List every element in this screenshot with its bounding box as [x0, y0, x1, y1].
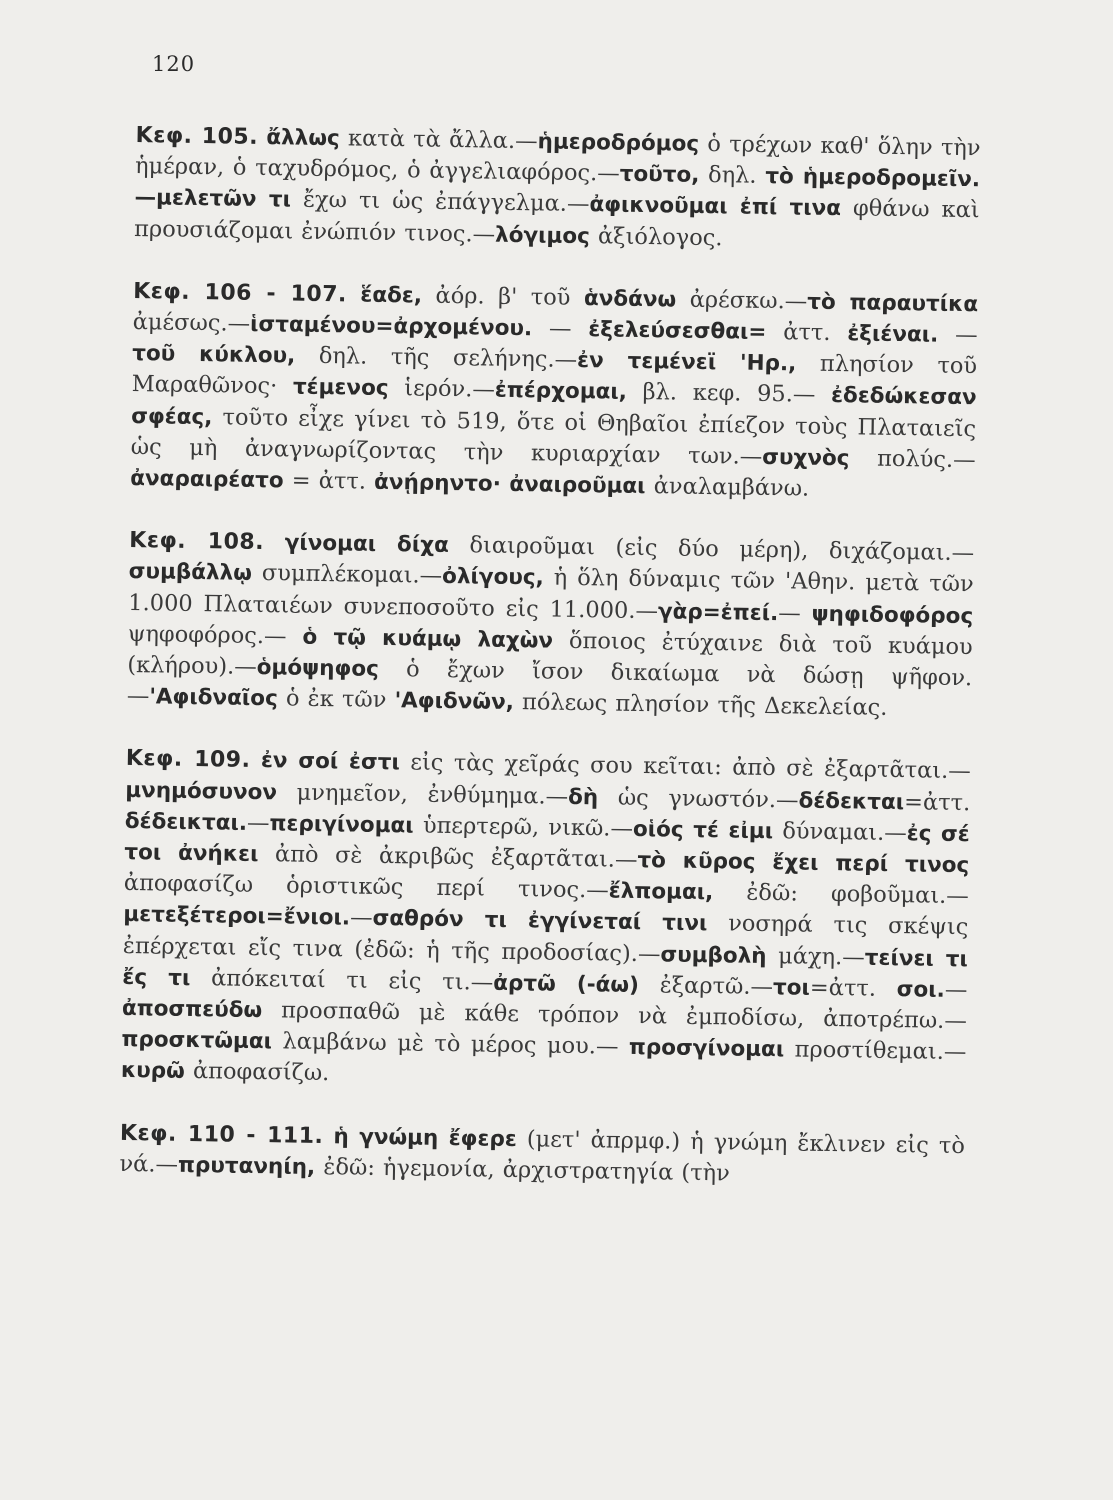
headword: ἀνῄρηντο· ἀναιροῦμαι — [373, 469, 646, 500]
headword: τέμενος — [292, 374, 389, 402]
headword: ἐς σέ τοι ἀνήκει — [124, 821, 970, 868]
headword: ἄλλως — [266, 125, 340, 152]
definition: ἀμέσως.— — [132, 308, 251, 337]
definition: εἰς τὰς χεῖράς σου κεῖται: ἀπὸ σὲ ἐξαρτᾶται.— — [399, 749, 971, 785]
gloss-entry — [658, 598, 812, 626]
headword: τὸ ἡμεροδρομεῖν.—μελετῶν τι — [134, 164, 981, 213]
headword: 'Αφιδναῖος — [149, 684, 278, 712]
headword: ἐπέρχομαι, — [494, 378, 628, 406]
gloss-entry — [266, 124, 538, 154]
definition: δηλ. — [699, 162, 766, 190]
glossary-body — [119, 112, 981, 1224]
definition: ἀπόκειταί τι εἰς τι.— — [190, 964, 494, 996]
definition: ἐξαρτῶ.— — [638, 971, 774, 1000]
headword: ὁμόψηφος — [256, 655, 380, 682]
definition: κατὰ τὰ ἄλλα.— — [339, 125, 538, 155]
headword: τοῦτο, — [619, 161, 700, 189]
page-number: 120 — [152, 52, 196, 76]
definition: — — [349, 904, 373, 932]
definition: ἐδῶ: φοβοῦμαι.— — [713, 879, 969, 910]
headword: δέδεκται — [798, 788, 905, 815]
headword: προσκτῶμαι — [121, 1027, 273, 1055]
definition: ὑπερτερῶ, νικῶ.— — [413, 812, 634, 842]
definition: = ἀττ. — [283, 467, 375, 495]
headword: ἁνδάνω — [583, 285, 677, 313]
gloss-entry — [660, 941, 865, 970]
headword: ἀποσπεύδω — [121, 995, 263, 1024]
headword: 'Αφιδνῶν, — [394, 688, 515, 716]
definition: — — [778, 599, 812, 627]
gloss-entry — [798, 787, 970, 816]
headword: οἱός τέ εἰμι — [632, 816, 774, 844]
gloss-entry — [629, 1034, 967, 1065]
definition: ψηφοφόρος.— — [127, 620, 303, 650]
gloss-entry — [495, 377, 832, 408]
gloss-entry — [762, 444, 976, 473]
headword: δὴ — [567, 784, 599, 810]
gloss-entry — [121, 1026, 629, 1060]
headword: ἀναραιρέατο — [130, 465, 284, 494]
chapter-label: Κεφ. 109. — [125, 746, 251, 774]
headword: ἐδεδώκεσαν σφέας, — [131, 383, 977, 430]
headword: μνημόσυνον — [125, 777, 278, 805]
headword: ἕαδε, — [360, 282, 423, 309]
gloss-entry — [897, 976, 968, 1003]
gloss-entry — [284, 530, 974, 567]
definition: ὁ ἔχων ἴσον δικαίωμα νὰ δώσῃ ψῆφον.— — [126, 655, 973, 710]
headword: δέδεικται. — [124, 808, 248, 836]
headword: συμβολὴ — [660, 942, 767, 969]
headword: ἐξιέναι. — [847, 321, 939, 348]
headword: τοῦ κύκλου, — [132, 341, 296, 369]
definition: βλ. κεφ. 95.— — [626, 379, 832, 409]
gloss-entry — [568, 784, 799, 814]
definition: φθάνω καὶ προυσιάζομαι ἐνώπιόν τινος.— — [133, 195, 980, 248]
headword: κυρῶ — [120, 1058, 186, 1085]
definition: — — [938, 321, 978, 349]
gloss-entry — [130, 465, 374, 495]
headword: συχνὸς — [762, 444, 850, 472]
definition: προσπαθῶ μὲ κάθε τρόπον νὰ ἐμποδίσω, ἀποτρέπω.— — [261, 997, 968, 1035]
gloss-entry — [847, 320, 978, 348]
definition: ἀττ. — [766, 318, 848, 347]
gloss-entry — [132, 340, 577, 373]
headword: ἡμεροδρόμος — [537, 129, 700, 157]
gloss-entry — [394, 687, 887, 721]
headword: τὸ παραυτίκα — [807, 289, 979, 318]
gloss-entry — [250, 311, 589, 342]
definition: ὡς γνωστόν.— — [597, 784, 799, 814]
gloss-entry — [129, 558, 443, 589]
definition: ἡ ὅλη δύναμις τῶν 'Αθην. μετὰ τῶν 1.000 Πλαταιέων συνεποσοῦτο εἰς 11.000.— — [128, 564, 974, 624]
headword: προσγίνομαι — [628, 1035, 785, 1063]
headword: ἀρτῶ (-άω) — [493, 970, 640, 998]
definition: ἀναλαμβάνω. — [645, 473, 810, 502]
definition: ὁ τρέχων καθ' ὅλην τὴν ἡμέραν, ὁ ταχυδρόμος, ὁ ἀγγελιαφόρος.— — [134, 130, 981, 187]
definition: συμπλέκομαι.— — [251, 560, 443, 590]
gloss-entry — [121, 1057, 330, 1086]
headword: ἐν τεμένεϊ 'Ηρ., — [576, 348, 797, 377]
definition: ἐδῶ: ἡγεμονία, ἀρχιστρατηγία (τὴν — [314, 1153, 730, 1187]
definition: δηλ. τῆς σελήνης.— — [295, 342, 578, 374]
definition: ἀόρ. β' τοῦ — [421, 282, 585, 311]
headword: περιγίνομαι — [269, 811, 414, 839]
definition: μνημεῖον, ἐνθύμημα.— — [276, 778, 569, 810]
headword: ἀφικνοῦμαι ἐπί τινα — [589, 192, 842, 222]
definition: προστίθεμαι.— — [783, 1036, 967, 1066]
definition: πλησίον τοῦ Μαραθῶνος· — [131, 350, 978, 400]
headword: ὁ τῷ κυάμῳ λαχὼν — [302, 624, 554, 654]
gloss-entry — [609, 878, 969, 910]
definition: (μετ' ἀπρμφ.) ἡ γνώμη ἔκλινεν εἰς τὸ νά.— — [119, 1125, 966, 1178]
headword: ὀλίγους, — [441, 564, 544, 591]
definition: =ἀττ. — [903, 788, 971, 816]
definition: λαμβάνω μὲ τὸ μέρος μου.— — [271, 1028, 630, 1061]
definition: ἱερόν.— — [388, 375, 496, 404]
gloss-entry — [269, 810, 633, 842]
definition: πολύς.— — [849, 445, 976, 474]
gloss-entry — [149, 684, 395, 714]
definition: διαιροῦμαι (εἰς δύο μέρη), διχάζομαι.— — [448, 532, 975, 567]
gloss-entry — [178, 1152, 730, 1187]
gloss-entry — [261, 747, 971, 784]
chapter-label: Κεφ. 108. — [129, 528, 265, 556]
headword: ψηφιδοφόρος — [811, 601, 974, 629]
headword: μετεξέτεροι=ἔνιοι. — [123, 902, 351, 931]
definition: — — [944, 976, 968, 1004]
headword: σαθρόν τι ἐγγίνεταί τινι — [372, 906, 708, 937]
gloss-entry — [374, 469, 809, 502]
chapter-section — [119, 1118, 965, 1194]
headword: ἐξελεύσεσθαι= — [588, 317, 767, 345]
definition: ὅποιος ἐτύχαινε διὰ τοῦ κυάμου (κλήρου).— — [127, 627, 973, 681]
gloss-entry — [123, 901, 373, 931]
gloss-entry — [495, 221, 723, 251]
chapter-section — [130, 276, 978, 508]
headword: ἐν σοί ἐστι — [260, 748, 401, 776]
chapter-section — [134, 120, 981, 258]
headword: ἡ γνώμη ἔφερε — [333, 1123, 517, 1152]
definition: ἔχω τι ὡς ἐπάγγελμα.— — [290, 186, 590, 218]
definition: =ἀττ. — [809, 974, 897, 1002]
headword: σοι. — [896, 976, 946, 1003]
headword: τὸ κῦρος ἔχει περί τινος — [637, 848, 970, 879]
headword: ἔλπομαι, — [608, 878, 714, 906]
definition: — — [246, 809, 270, 837]
definition: ἀποφασίζω. — [184, 1058, 330, 1087]
gloss-entry — [620, 161, 766, 189]
gloss-entry — [584, 285, 808, 315]
headword: τείνει τι ἔς τι — [122, 945, 969, 991]
gloss-entry — [125, 777, 568, 810]
gloss-entry — [773, 974, 897, 1002]
gloss-entry — [588, 316, 847, 346]
headword: ἱσταμένου=ἀρχομένου. — [249, 311, 533, 342]
chapter-label: Κεφ. 105. — [135, 122, 259, 150]
definition: νοσηρά τις σκέψις ἐπέρχεται εἴς τινα (ἐδῶ: ἡ τῆς προδοσίας).— — [122, 910, 969, 968]
definition: μάχη.— — [766, 942, 865, 971]
definition: ἀποφασίζω ὁριστικῶς περί τινος.— — [123, 870, 609, 904]
chapter-section — [127, 525, 975, 725]
headword: γίνομαι δίχα — [284, 530, 450, 559]
gloss-entry — [293, 374, 495, 403]
headword: γὰρ=ἐπεί. — [657, 598, 779, 626]
chapter-label: Κεφ. 110 - 111. — [119, 1120, 324, 1149]
definition: ἀρέσκω.— — [676, 286, 808, 315]
definition: ἀπὸ σὲ ἀκριβῶς ἐξαρτᾶται.— — [258, 841, 638, 874]
headword: πρυτανηίη, — [177, 1152, 316, 1180]
gloss-entry — [360, 281, 584, 311]
gloss-entry — [493, 970, 773, 1000]
headword: τοι — [772, 974, 811, 1001]
headword: συμβάλλῳ — [128, 559, 253, 587]
definition: τοῦτο εἶχε γίνει τὸ 519, ὅτε οἱ Θηβαῖοι ἐπίεζον τοὺς Πλαταιεῖς ὡς μὴ ἀναγνωρίζοντας τὴν κυριαρχίαν των.— — [130, 403, 977, 470]
headword: λόγιμος — [494, 222, 591, 249]
gloss-entry — [125, 808, 270, 836]
definition: πόλεως πλησίον τῆς Δεκελείας. — [513, 689, 888, 722]
definition: — — [531, 315, 589, 343]
chapter-label: Κεφ. 106 - 107. — [132, 278, 348, 308]
definition: ἀξιόλογος. — [589, 222, 723, 251]
chapter-section — [121, 743, 971, 1099]
gloss-entry — [633, 816, 907, 846]
definition: ὁ ἐκ τῶν — [277, 685, 395, 714]
definition: δύναμαι.— — [772, 817, 907, 847]
